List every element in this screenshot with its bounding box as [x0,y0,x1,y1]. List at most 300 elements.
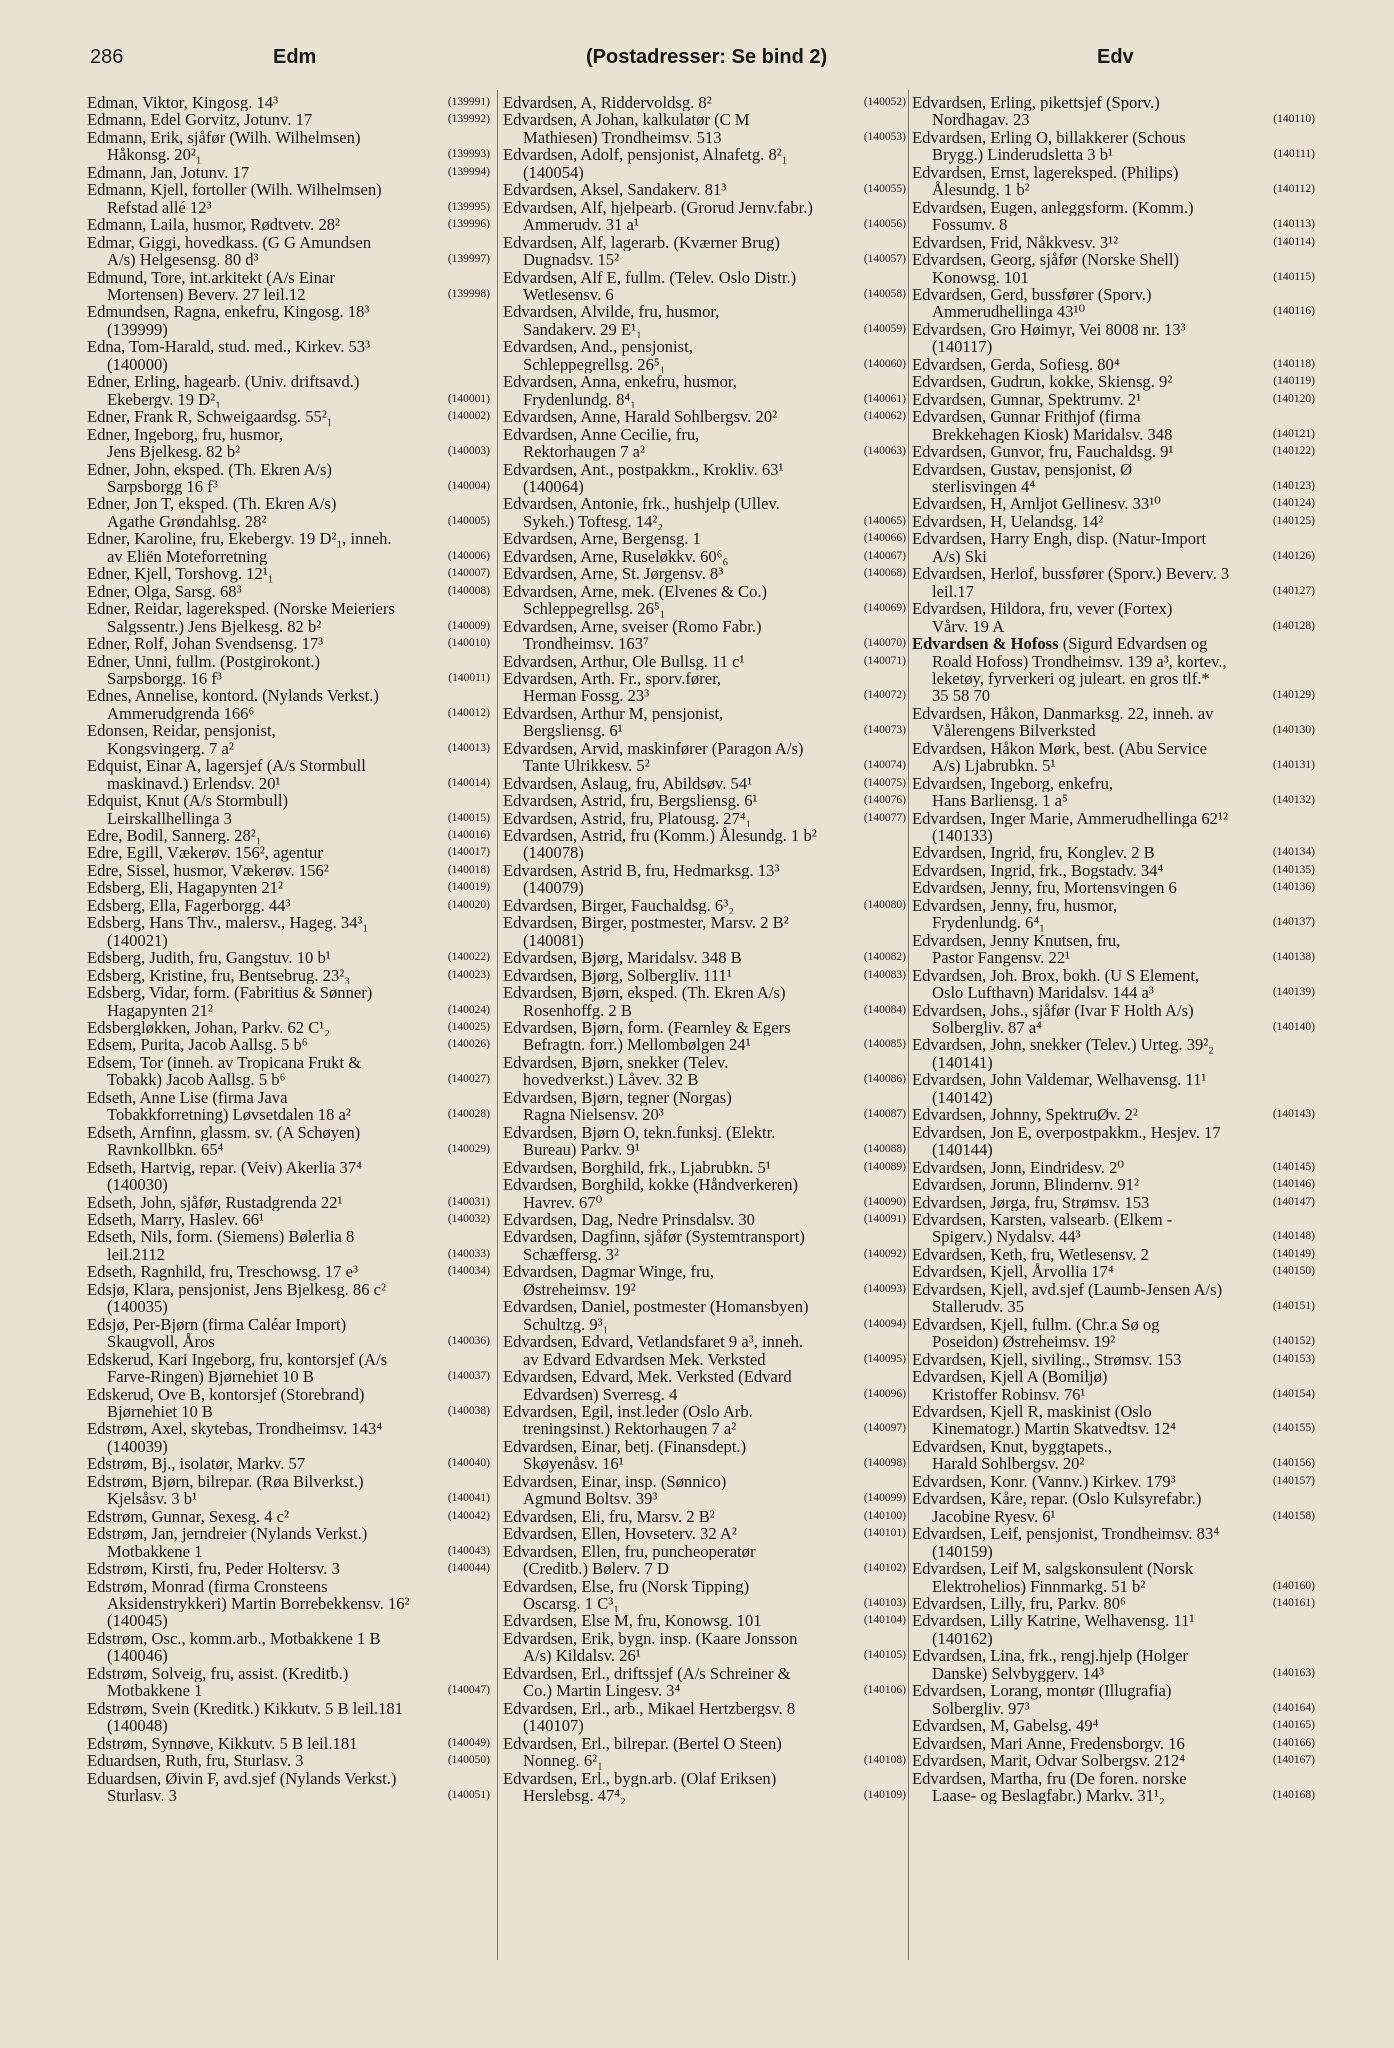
entry-name [503,181,906,198]
entry-name [87,635,490,652]
entry-name [912,1752,1315,1769]
entry-number: (140128) [1272,619,1315,632]
directory-entry [503,653,906,670]
entry-number: (140131) [1272,759,1315,772]
entry-number: (140108) [863,1754,906,1767]
directory-entry [912,495,1315,512]
entry-continuation [912,1787,1315,1804]
entry-continuation [912,1420,1315,1437]
entry-text: Edseth, Anne Lise (firma Java [87,1088,288,1107]
entry-text: Edre, Egill, Vækerøv. 156², agentur [87,844,323,862]
entry-continuation [503,216,906,233]
entry-text: Schæffersg. 3² [523,1245,619,1264]
directory-entry [912,286,1315,321]
directory-entry [87,1525,490,1560]
entry-text: Edvardsen, Anne Cecilie, fru, [503,425,700,444]
entry-text: Ednes, Annelise, kontord. (Nylands Verkst.) [87,687,379,705]
entry-number: (139998) [447,287,490,300]
directory-entry [87,1019,490,1036]
entry-continuation [87,1595,490,1612]
entry-number: (140148) [1272,1230,1315,1243]
directory-entry [87,1351,490,1386]
directory-entry [503,705,906,740]
entry-name [87,1560,490,1577]
entry-number: (140074) [863,759,906,772]
directory-entry [87,862,490,879]
entry-name [503,1438,906,1455]
entry-name [503,1019,906,1036]
entry-number: (140094) [863,1317,906,1330]
directory-entry [503,338,906,373]
entry-text: Edvardsen, Kjell, fullm. (Chr.a Sø og [912,1315,1160,1334]
entry-name [912,530,1315,547]
entry-number: (140139) [1272,986,1315,999]
entry-text: Befragtn. forr.) Mellombølgen 24¹ [523,1036,751,1054]
entry-name [87,408,490,425]
entry-continuation [87,810,490,827]
entry-text: Leirskallhellinga 3 [107,809,232,828]
entry-name [503,583,906,600]
entry-text: Edseth, Hartvig, repar. (Veiv) Akerlia 37⁴ [87,1158,362,1177]
entry-text: Edvardsen, Arne, Bergensg. 1 [503,530,701,548]
entry-number: (140019) [447,881,490,894]
directory-entry [87,181,490,216]
entry-text: Kjelsåsv. 3 b¹ [107,1490,198,1508]
entry-continuation [87,775,490,792]
entry-number: (140069) [863,602,906,615]
directory-entry [503,373,906,408]
entry-name [912,775,1315,792]
entry-name [912,1770,1315,1787]
entry-name [503,234,906,251]
directory-entry [912,530,1315,565]
entry-name [87,461,490,478]
entry-text: Edvardsen, Ellen, Hovseterv. 32 A² [503,1525,737,1543]
entry-text: Refstad allé 12³ [107,198,212,217]
entry-number: (140009) [447,619,490,632]
entry-number: (140001) [447,392,490,405]
entry-number: (140011) [448,671,490,684]
entry-name [503,269,906,286]
entry-number: (140130) [1272,724,1315,737]
entry-name [912,565,1315,582]
entry-name [87,269,490,286]
entry-continuation [503,1316,906,1333]
entry-number: (140168) [1272,1788,1315,1801]
entry-number: (140061) [863,392,906,405]
entry-number: (140153) [1272,1352,1315,1365]
entry-number: (139993) [447,148,490,161]
entry-text: Edstrøm, Synnøve, Kikkutv. 5 B leil.181 [87,1734,358,1753]
directory-entry [503,1438,906,1473]
entry-number: (140028) [447,1108,490,1121]
entry-number: (140112) [1273,183,1315,196]
directory-entry [912,967,1315,1002]
entry-text: Edvardsen, Lilly Katrine, Welhavensg. 11¹ [912,1612,1195,1630]
entry-text: Dugnadsv. 15² [523,251,620,269]
entry-text: (140078) [523,844,584,862]
directory-entry [912,1525,1315,1560]
entry-text: Trondheimsv. 163⁷ [523,635,649,653]
entry-text: Edvardsen, Dag, Nedre Prinsdalsv. 30 [503,1211,755,1229]
directory-entry [87,827,490,844]
entry-text: Edvardsen, Egil, inst.leder (Oslo Arb. [503,1402,753,1421]
entry-number: (140038) [447,1404,490,1417]
entry-number: (140152) [1272,1335,1315,1348]
directory-entry [912,810,1315,845]
entry-continuation [912,269,1315,286]
entry-number: (140122) [1272,445,1315,458]
entry-number: (140103) [863,1596,906,1609]
entry-text: Edvardsen, Borghild, frk., Ljabrubkn. 5¹ [503,1158,771,1177]
entry-text: Edvardsen, Lina, frk., rengj.hjelp (Holger [912,1647,1189,1665]
directory-entry [503,1665,906,1700]
directory-entry [912,1560,1315,1595]
entry-name [912,1682,1315,1699]
entry-name [87,583,490,600]
entry-name [87,216,490,233]
entry-text: Motbakkene 1 [107,1542,203,1561]
entry-name [503,1665,906,1682]
directory-entry [87,1316,490,1351]
entry-continuation [503,1595,906,1612]
directory-entry [87,461,490,496]
directory-entry [87,269,490,304]
entry-continuation [912,1054,1315,1071]
entry-number: (140115) [1273,270,1315,283]
entry-text: Edvardsen, Eugen, anleggsform. (Komm.) [912,198,1194,217]
entry-number: (140160) [1272,1579,1315,1592]
entry-text: (140030) [107,1176,168,1194]
entry-continuation [87,1071,490,1088]
entry-number: (140070) [863,637,906,650]
entry-name [87,234,490,251]
entry-name [503,775,906,792]
entry-text: Edvardsen, Inger Marie, Ammerudhellinga 62¹² [912,809,1228,828]
entry-text: Edvardsen, Leif M, salgskonsulent (Norsk [912,1560,1194,1578]
entry-text: Oscarsg. 1 C³₁ [523,1594,620,1613]
entry-text: Edvardsen, Gro Høimyr, Vei 8008 nr. 13³ [912,320,1186,339]
entry-name [912,461,1315,478]
entry-number: (140155) [1272,1422,1315,1435]
directory-entry [503,94,906,111]
entry-text: Edvardsen, Jenny, fru, Mortensvingen 6 [912,879,1177,897]
entry-name [503,408,906,425]
entry-number: (140044) [447,1562,490,1575]
entry-text: Edvardsen, Gunnar Frithjof (firma [912,408,1141,426]
entry-name [912,705,1315,722]
entry-continuation [503,443,906,460]
entry-text: leil.17 [932,582,974,601]
entry-number: (140050) [447,1754,490,1767]
entry-text: Stallerudv. 35 [932,1298,1025,1316]
entry-continuation [503,1455,906,1472]
directory-entry [503,199,906,234]
column-divider [497,90,498,1960]
entry-continuation [912,338,1315,355]
entry-text: Edmar, Giggi, hovedkass. (G G Amundsen [87,233,372,252]
entry-number: (140123) [1272,479,1315,492]
entry-text: Edvardsen, John Valdemar, Welhavensg. 11¹ [912,1071,1207,1089]
entry-continuation [503,1420,906,1437]
entry-name [912,810,1315,827]
entry-text: Edvardsen, Georg, sjåfør (Norske Shell) [912,251,1179,269]
directory-entry [87,1124,490,1159]
entry-number: (140095) [863,1352,906,1365]
entry-name [503,1403,906,1420]
entry-name [87,1752,490,1769]
entry-continuation [912,687,1315,704]
entry-name [503,146,906,163]
entry-text: Edvardsen, Arne, Ruseløkkv. 60⁶₆ [503,547,729,566]
entry-number: (140071) [863,654,906,667]
directory-column-1 [87,94,490,1804]
entry-number: (139997) [447,253,490,266]
directory-entry [912,1612,1315,1647]
entry-continuation [87,1141,490,1158]
entry-text: Brekkehagen Kiosk) Maridalsv. 348 [932,425,1173,444]
entry-text: Edner, Frank R, Schweigaardsg. 55²₁ [87,408,333,426]
directory-entry [912,164,1315,199]
entry-text: Edvardsen, Bjørg, Maridalsv. 348 B [503,949,742,967]
entry-text: Skaugvoll, Åros [107,1333,215,1351]
entry-name [912,1194,1315,1211]
directory-entry [912,1595,1315,1612]
entry-continuation [912,478,1315,495]
entry-number: (140164) [1272,1701,1315,1714]
directory-entry [87,94,490,111]
entry-number: (140102) [863,1562,906,1575]
entry-name [912,635,1315,652]
directory-entry [912,705,1315,740]
entry-text: Edvardsen) Sverresg. 4 [523,1385,678,1403]
directory-entry [912,1403,1315,1438]
entry-text: Edvardsen, Anne, Harald Sohlbergsv. 20² [503,408,778,426]
directory-entry [87,600,490,635]
entry-name [503,967,906,984]
directory-entry [503,1735,906,1770]
entry-text: Edseth, Ragnhild, fru, Treschowsg. 17 e³ [87,1263,358,1281]
entry-text: Edsberg, Judith, fru, Gangstuv. 10 b¹ [87,949,331,967]
directory-entry [87,984,490,1019]
entry-continuation [87,1298,490,1315]
entry-continuation [912,1333,1315,1350]
entry-continuation [912,1455,1315,1472]
entry-name [503,792,906,809]
entry-name [912,1438,1315,1455]
entry-number: (139996) [447,218,490,231]
entry-number: (140134) [1272,846,1315,859]
entry-text: Edvardsen, Erling, pikettsjef (Sporv.) [912,94,1160,112]
entry-number: (140031) [447,1195,490,1208]
entry-number: (140100) [863,1509,906,1522]
entry-text: Eduardsen, Ruth, fru, Sturlasv. 3 [87,1752,304,1770]
entry-name [503,1263,906,1280]
entry-number: (140022) [447,951,490,964]
entry-number: (140049) [447,1736,490,1749]
directory-entry [87,1089,490,1124]
directory-entry [503,740,906,775]
entry-continuation [87,705,490,722]
entry-continuation [912,1543,1315,1560]
entry-text: Edvardsen, Lilly, fru, Parkv. 80⁶ [912,1594,1126,1613]
directory-entry [912,1717,1315,1734]
directory-entry [87,1752,490,1769]
entry-text: Edvardsen, Kjell, siviling., Strømsv. 153 [912,1350,1182,1369]
entry-text: Sturlasv. 3 [107,1786,177,1805]
entry-number: (140032) [447,1213,490,1225]
entry-name [87,687,490,704]
entry-continuation [503,722,906,739]
entry-continuation [503,1647,906,1664]
entry-continuation [503,286,906,303]
directory-entry [87,792,490,827]
entry-name [503,670,906,687]
entry-text: Edvardsen, Astrid, fru, Bergsliensg. 6¹ [503,792,758,810]
entry-name [87,1455,490,1472]
entry-text: Tobakkforretning) Løvsetdalen 18 a² [107,1106,351,1124]
directory-entry [87,967,490,984]
directory-entry [503,146,906,181]
directory-entry [503,1211,906,1228]
entry-text: Edre, Sissel, husmor, Vækerøv. 156² [87,861,329,880]
directory-entry [87,1228,490,1263]
entry-name [912,408,1315,425]
entry-number: (140097) [863,1422,906,1435]
entry-text: Edvardsen, Borghild, kokke (Håndverkeren) [503,1176,799,1194]
entry-text: Edstrøm, Gunnar, Sexesg. 4 c² [87,1507,290,1526]
entry-number: (140082) [863,951,906,964]
directory-entry [87,687,490,722]
entry-number: (140132) [1272,794,1315,807]
entry-number: (140076) [863,794,906,807]
entry-text: Edvardsen, Erling O, billakkerer (Schous [912,128,1186,147]
entry-name [87,967,490,984]
entry-continuation [503,1281,906,1298]
entry-number: (140063) [863,445,906,458]
entry-text: Vålerengens Bilverksted [932,722,1096,740]
entry-text: Edvardsen, Kjell A (Bomiljø) [912,1368,1108,1386]
directory-entry [87,897,490,914]
entry-continuation [912,722,1315,739]
entry-number: (140047) [447,1684,490,1697]
entry-text: (140159) [932,1542,993,1561]
entry-text: Edner, Unni, fullm. (Postgirokont.) [87,652,321,670]
entry-text: Edner, Ingeborg, fru, husmor, [87,425,284,444]
directory-entry [912,1752,1315,1769]
directory-entry [87,1560,490,1577]
entry-name [912,1124,1315,1141]
entry-continuation [87,1717,490,1734]
entry-name [503,1543,906,1560]
directory-entry [912,129,1315,164]
entry-continuation [912,1019,1315,1036]
entry-text: Edvardsen, Keth, fru, Wetlesensv. 2 [912,1245,1149,1264]
entry-number: (140138) [1272,951,1315,964]
directory-entry [912,1473,1315,1490]
entry-name [912,1351,1315,1368]
directory-entry [912,234,1315,251]
directory-entry [912,879,1315,896]
entry-continuation [912,757,1315,774]
entry-name [912,234,1315,251]
directory-entry [503,1054,906,1089]
entry-text: Edvardsen, Astrid, fru, Platousg. 27⁴₁ [503,809,752,828]
entry-text: Edvardsen, Kjell, Årvollia 17⁴ [912,1263,1114,1281]
entry-text: Edmann, Edel Gorvitz, Jotunv. 17 [87,111,313,129]
directory-entry [912,1770,1315,1805]
entry-text: Havrev. 67⁰ [523,1193,603,1211]
directory-entry [503,181,906,198]
entry-text: Edmann, Kjell, fortoller (Wilh. Wilhelmsen) [87,181,382,199]
entry-number: (140066) [863,532,906,545]
entry-name [503,618,906,635]
entry-text: treningsinst.) Rektorhaugen 7 a² [523,1420,737,1438]
entry-number: (140008) [447,584,490,597]
entry-name [503,338,906,355]
entry-name [87,303,490,320]
entry-text: A/s) Ski [932,547,987,566]
directory-entry [503,1263,906,1298]
entry-text: Edvardsen, Arne, mek. (Elvenes & Co.) [503,582,768,601]
entry-name [87,94,490,111]
entry-number: (140099) [863,1492,906,1505]
directory-entry [87,426,490,461]
entry-text: hovedverkst.) Låvev. 32 B [523,1071,699,1089]
directory-entry [503,1543,906,1578]
directory-entry [503,461,906,496]
entry-text: Vårv. 19 A [932,617,1005,636]
directory-entry [87,1473,490,1508]
entry-text: Edsberg, Ella, Fagerborgg. 44³ [87,896,291,915]
entry-name [87,530,490,547]
entry-name [912,844,1315,861]
entry-name [503,199,906,216]
directory-entry [503,1700,906,1735]
directory-entry [87,111,490,128]
entry-continuation [912,1508,1315,1525]
entry-name [503,949,906,966]
entry-continuation [912,111,1315,128]
entry-text: Ravnkollbkn. 65⁴ [107,1141,224,1159]
entry-text: Kongsvingerg. 7 a² [107,739,234,758]
entry-text: Skøyenåsv. 16¹ [523,1455,624,1473]
entry-text: Edvardsen, Alvilde, fru, husmor, [503,303,720,321]
entry-name [912,1368,1315,1385]
directory-entry [87,653,490,688]
entry-text: Tante Ulrikkesv. 5² [523,757,650,775]
entry-text: Edvardsen, Eli, fru, Marsv. 2 B² [503,1507,715,1526]
entry-continuation [503,129,906,146]
directory-entry [503,1089,906,1124]
entry-text: Elektrohelios) Finnmarkg. 51 b² [932,1577,1146,1595]
entry-text: (140142) [932,1088,993,1107]
entry-number: (140089) [863,1160,906,1173]
entry-continuation [87,1543,490,1560]
directory-entry [503,234,906,269]
entry-text: leil.2112 [107,1245,165,1264]
entry-continuation [503,1560,906,1577]
directory-entry [912,1316,1315,1351]
entry-number: (140101) [863,1527,906,1540]
directory-entry [87,129,490,164]
entry-text: Edvardsen, Johs., sjåfør (Ivar F Holth A/s) [912,1001,1194,1020]
entry-number: (140007) [447,567,490,580]
entry-continuation [503,321,906,338]
entry-text: Edvardsen, A, Riddervoldsg. 8² [503,94,712,112]
entry-number: (140080) [863,898,906,911]
entry-text: Wetlesensv. 6 [523,285,614,304]
